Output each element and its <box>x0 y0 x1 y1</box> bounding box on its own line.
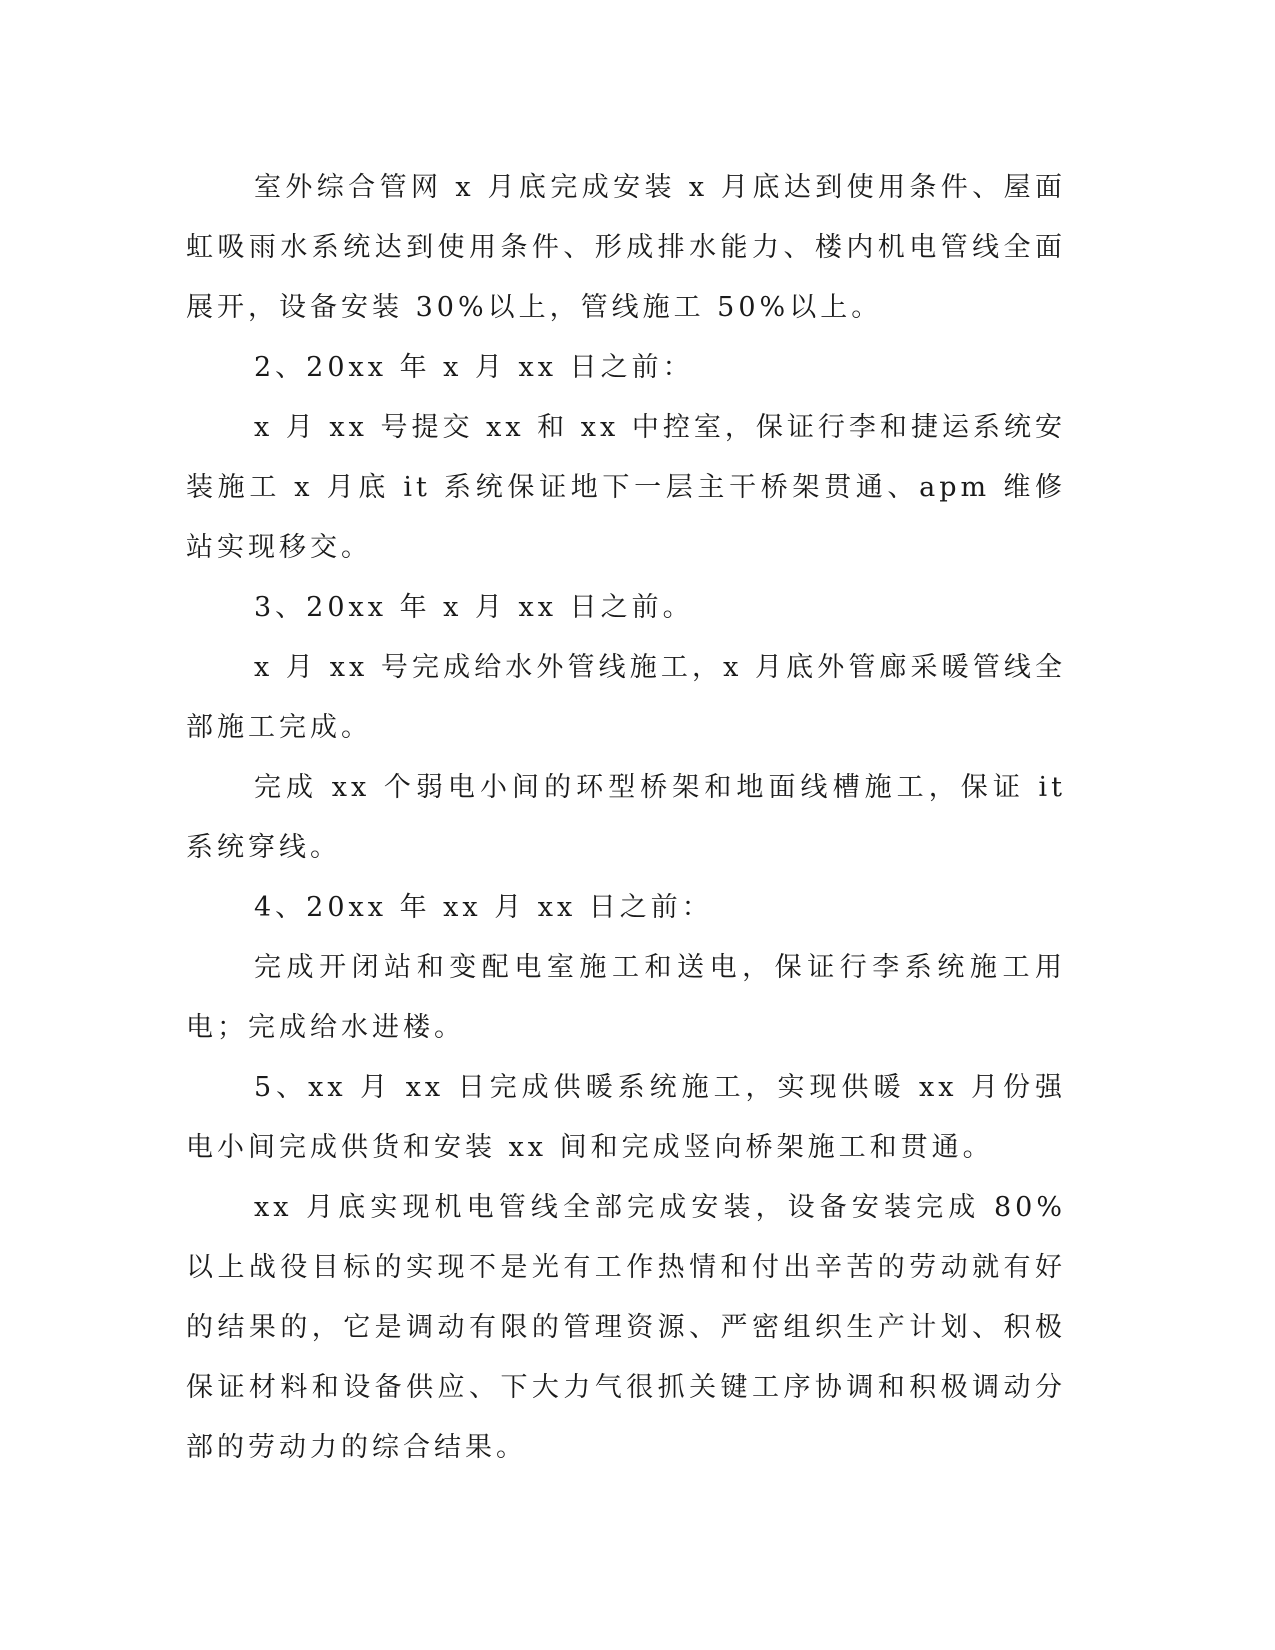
document-body <box>186 158 1066 1478</box>
paragraph-substation-power: 完成开闭站和变配电室施工和送电，保证行李系统施工用电；完成给水进楼。 <box>186 952 1066 1043</box>
paragraph-milestone-3-heading: 3、20xx 年 x 月 xx 日之前。 <box>254 592 694 623</box>
paragraph-campaign-summary: xx 月底实现机电管线全部完成安装，设备安装完成 80%以上战役目标的实现不是光有工作热情和付出辛苦的劳动就有好的结果的，它是调动有限的管理资源、严密组织生产计划、积极保证材料和设备供应、下大力气很抓关键工序协调和积极调动分部的劳动力的综合结果。 <box>186 1192 1066 1463</box>
paragraph-outdoor-pipe-network: 室外综合管网 x 月底完成安装 x 月底达到使用条件、屋面虹吸雨水系统达到使用条件、形成排水能力、楼内机电管线全面展开，设备安装 30%以上，管线施工 50%以上。 <box>186 172 1066 323</box>
paragraph-milestone-4-heading: 4、20xx 年 xx 月 xx 日之前： <box>254 892 713 923</box>
paragraph-milestone-2-heading: 2、20xx 年 x 月 xx 日之前： <box>254 352 694 383</box>
paragraph-control-room-handover: x 月 xx 号提交 xx 和 xx 中控室，保证行李和捷运系统安装施工 x 月底 it 系统保证地下一层主干桥架贯通、apm 维修站实现移交。 <box>186 412 1066 563</box>
paragraph-milestone-5-heating: 5、xx 月 xx 日完成供暖系统施工，实现供暖 xx 月份强电小间完成供货和安装 xx 间和完成竖向桥架施工和贯通。 <box>186 1072 1066 1163</box>
paragraph-water-supply-pipeline: x 月 xx 号完成给水外管线施工，x 月底外管廊采暖管线全部施工完成。 <box>186 652 1066 743</box>
paragraph-weak-current-rooms: 完成 xx 个弱电小间的环型桥架和地面线槽施工，保证 it 系统穿线。 <box>186 772 1066 863</box>
